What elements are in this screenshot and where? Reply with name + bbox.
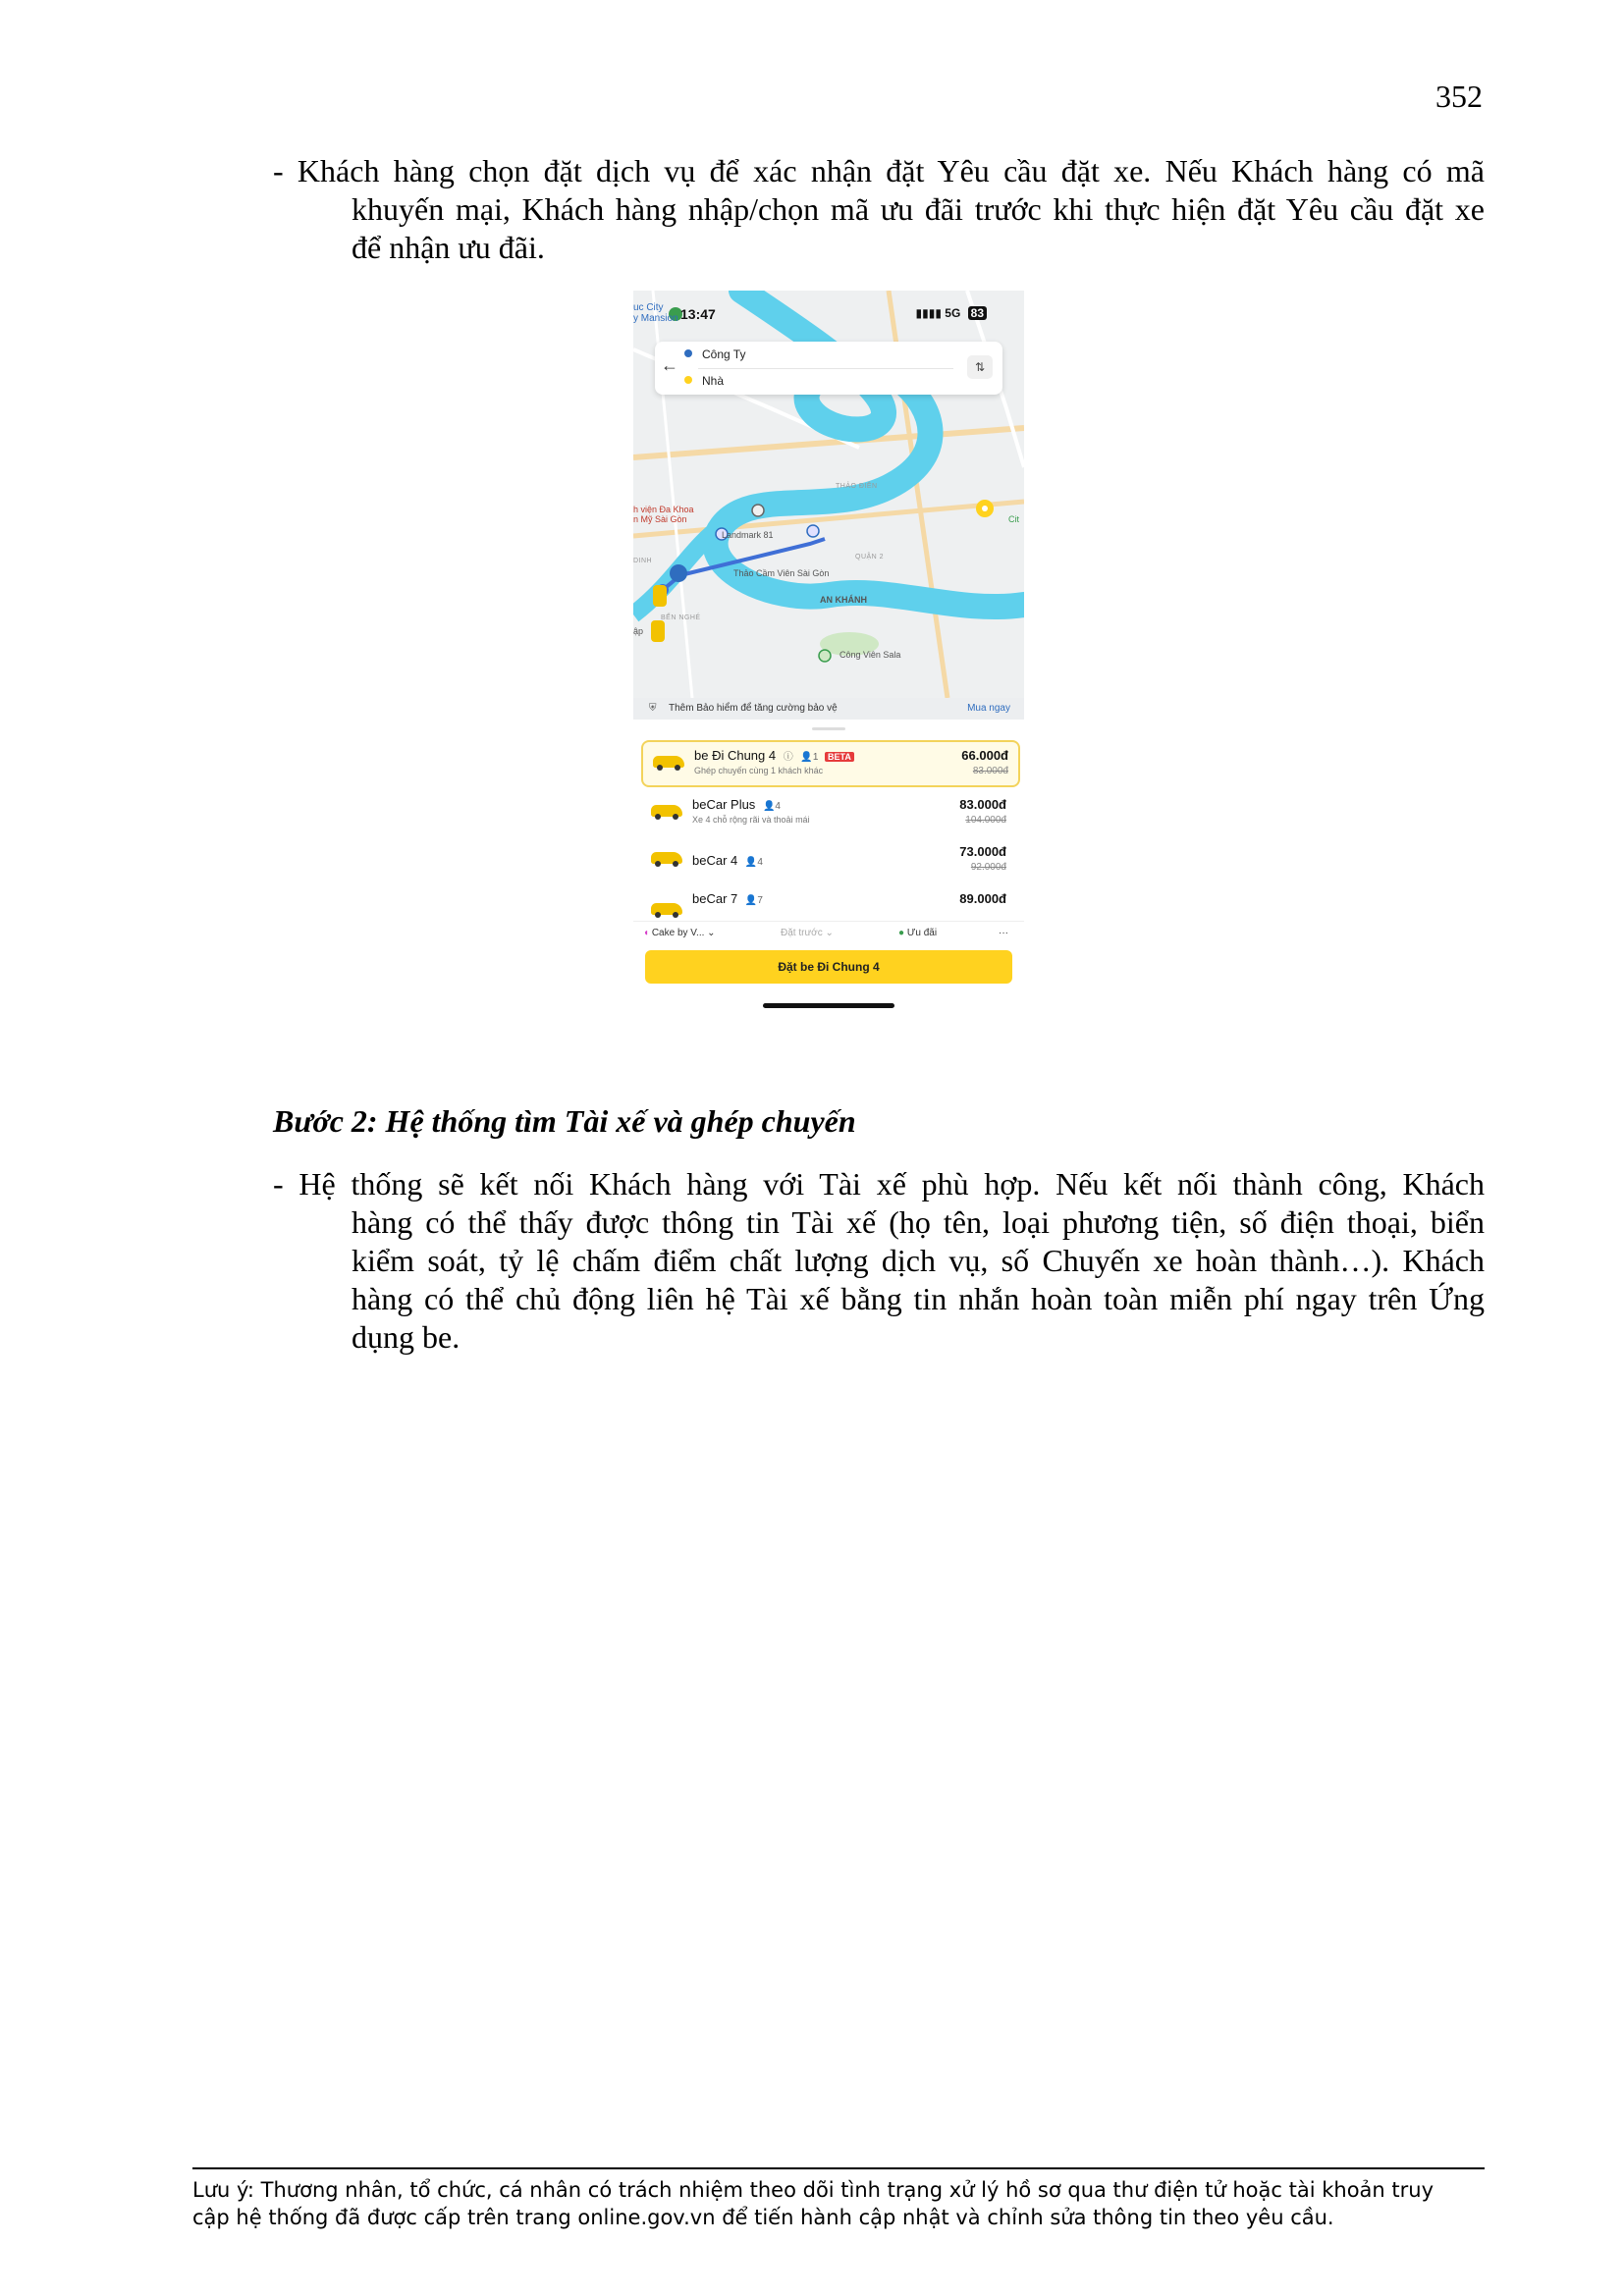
insurance-banner[interactable] [633, 698, 1024, 720]
signal-icon: ▮▮▮▮ [915, 306, 942, 320]
paragraph-line: khuyến mại, Khách hàng nhập/chọn mã ưu đãi trước khi thực hiện đặt Yêu cầu đặt xe [352, 191, 1485, 227]
map-label-district: AN KHÁNH [820, 595, 867, 605]
seat-count: 👤4 [762, 801, 781, 812]
paragraph-line: - Hệ thống sẽ kết nối Khách hàng với Tài xế phù hợp. Nếu kết nối thành công, Khách [273, 1166, 1485, 1201]
back-arrow-icon[interactable]: ← [661, 355, 678, 375]
service-description: Xe 4 chỗ rộng rãi và thoải mái [692, 815, 810, 825]
seat-count: 👤7 [744, 895, 763, 906]
route-divider [698, 368, 953, 369]
car-icon [651, 852, 682, 864]
page-number: 352 [1435, 79, 1483, 114]
book-ride-button[interactable]: Đặt be Đi Chung 4 [645, 950, 1012, 984]
service-old-price: 104.000đ [965, 815, 1006, 826]
status-time: 13:47 [680, 306, 716, 322]
map-view[interactable] [633, 291, 1024, 698]
map-label-cit: Cit [1008, 514, 1019, 524]
route-card[interactable] [655, 342, 1002, 395]
buy-insurance-link[interactable]: Mua ngay [967, 703, 1010, 714]
route-destination[interactable]: Nhà [684, 374, 724, 388]
service-price: 73.000đ [959, 844, 1006, 859]
service-price: 83.000đ [959, 797, 1006, 812]
car-icon [651, 805, 682, 817]
map-label-ben-nghe: BẾN NGHÉ [661, 614, 701, 621]
schedule-option[interactable]: Đặt trước ⌄ [781, 928, 834, 938]
map-label-park: Công Viên Sala [839, 650, 901, 660]
route-origin[interactable]: Công Ty [684, 347, 745, 361]
map-corner-label: uc City y Mansion [633, 302, 678, 324]
footnote [192, 2176, 1485, 2231]
beta-badge: BETA [825, 752, 854, 762]
service-name: beCar 7 👤7 [692, 891, 763, 906]
map-label-thao-dien: THẢO ĐIỀN [836, 483, 878, 490]
section-heading: Bước 2: Hệ thống tìm Tài xế và ghép chuyến [273, 1103, 856, 1139]
network-label: 5G [945, 306, 961, 320]
origin-dot-icon [684, 349, 692, 357]
paragraph-step1 [273, 152, 1485, 267]
service-description: Ghép chuyến cùng 1 khách khác [694, 766, 824, 775]
service-price: 89.000đ [959, 891, 1006, 906]
footnote-divider [192, 2167, 1485, 2169]
service-name: be Đi Chung 4 ⓘ 👤1 BETA [694, 748, 854, 763]
service-name: beCar Plus 👤4 [692, 797, 781, 812]
swap-icon[interactable]: ⇅ [967, 355, 993, 379]
service-option-becar-7[interactable] [641, 883, 1016, 919]
paragraph-line: dụng be. [352, 1319, 460, 1355]
shield-icon: ⛨ [649, 703, 657, 714]
app-screenshot [633, 291, 1024, 1022]
service-option-becar-plus[interactable] [641, 791, 1016, 834]
paragraph-line: hàng có thể thấy được thông tin Tài xế (họ tên, loại phương tiện, số điện thoại, biển [352, 1204, 1485, 1240]
payment-icon: ◖ [643, 928, 650, 938]
payment-method[interactable]: ◖ Cake by V... ⌄ [643, 928, 716, 938]
map-label-district2: QUẬN 2 [855, 554, 885, 561]
insurance-text: Thêm Bảo hiểm để tăng cường bảo vệ [669, 703, 838, 714]
promo-option[interactable]: ● Ưu đãi [898, 928, 938, 938]
destination-dot-icon [684, 376, 692, 384]
service-option-becar-4[interactable] [641, 838, 1016, 881]
footnote-line: cập hệ thống đã được cấp trên trang online.gov.vn để tiến hành cập nhật và chỉnh sửa thông tin theo yêu cầu. [192, 2206, 1334, 2229]
paragraph-line: - Khách hàng chọn đặt dịch vụ để xác nhận đặt Yêu cầu đặt xe. Nếu Khách hàng có mã [273, 153, 1485, 188]
car-icon [651, 903, 682, 915]
status-indicators [916, 306, 987, 320]
paragraph-line: hàng có thể chủ động liên hệ Tài xế bằng tin nhắn hoàn toàn miễn phí ngay trên Ứng [352, 1281, 1485, 1316]
map-label-zoo: Thảo Cầm Viên Sài Gòn [733, 568, 830, 578]
map-label-ap: ập [633, 626, 644, 636]
map-label-dinh: DINH [633, 558, 653, 564]
booking-options-bar [633, 921, 1024, 945]
car-icon [653, 756, 684, 768]
service-name: beCar 4 👤4 [692, 853, 763, 868]
paragraph-line: kiểm soát, tỷ lệ chấm điểm chất lượng dịch vụ, số Chuyến xe hoàn thành…). Khách [352, 1243, 1485, 1278]
home-indicator [763, 1003, 894, 1008]
seat-count: 👤1 [800, 752, 819, 763]
service-old-price: 92.000đ [970, 862, 1006, 873]
sheet-handle[interactable] [812, 727, 845, 730]
service-old-price: 83.000đ [972, 766, 1008, 776]
battery-icon: 83 [968, 306, 987, 320]
paragraph-line: để nhận ưu đãi. [352, 230, 545, 265]
promo-icon: ● [898, 928, 905, 938]
map-label-landmark: Landmark 81 [722, 530, 774, 540]
service-option-be-di-chung-4[interactable] [641, 740, 1020, 787]
info-icon: ⓘ [783, 752, 793, 763]
more-icon[interactable]: ··· [999, 928, 1008, 938]
service-price: 66.000đ [961, 748, 1008, 763]
footnote-line: Lưu ý: Thương nhân, tổ chức, cá nhân có trách nhiệm theo dõi tình trạng xử lý hồ sơ qua thư điện tử hoặc tài khoản truy [192, 2178, 1434, 2202]
map-label-hospital: h viện Đa Khoa n Mỹ Sài Gòn [633, 505, 694, 524]
paragraph-step2 [273, 1165, 1485, 1357]
seat-count: 👤4 [744, 857, 763, 868]
